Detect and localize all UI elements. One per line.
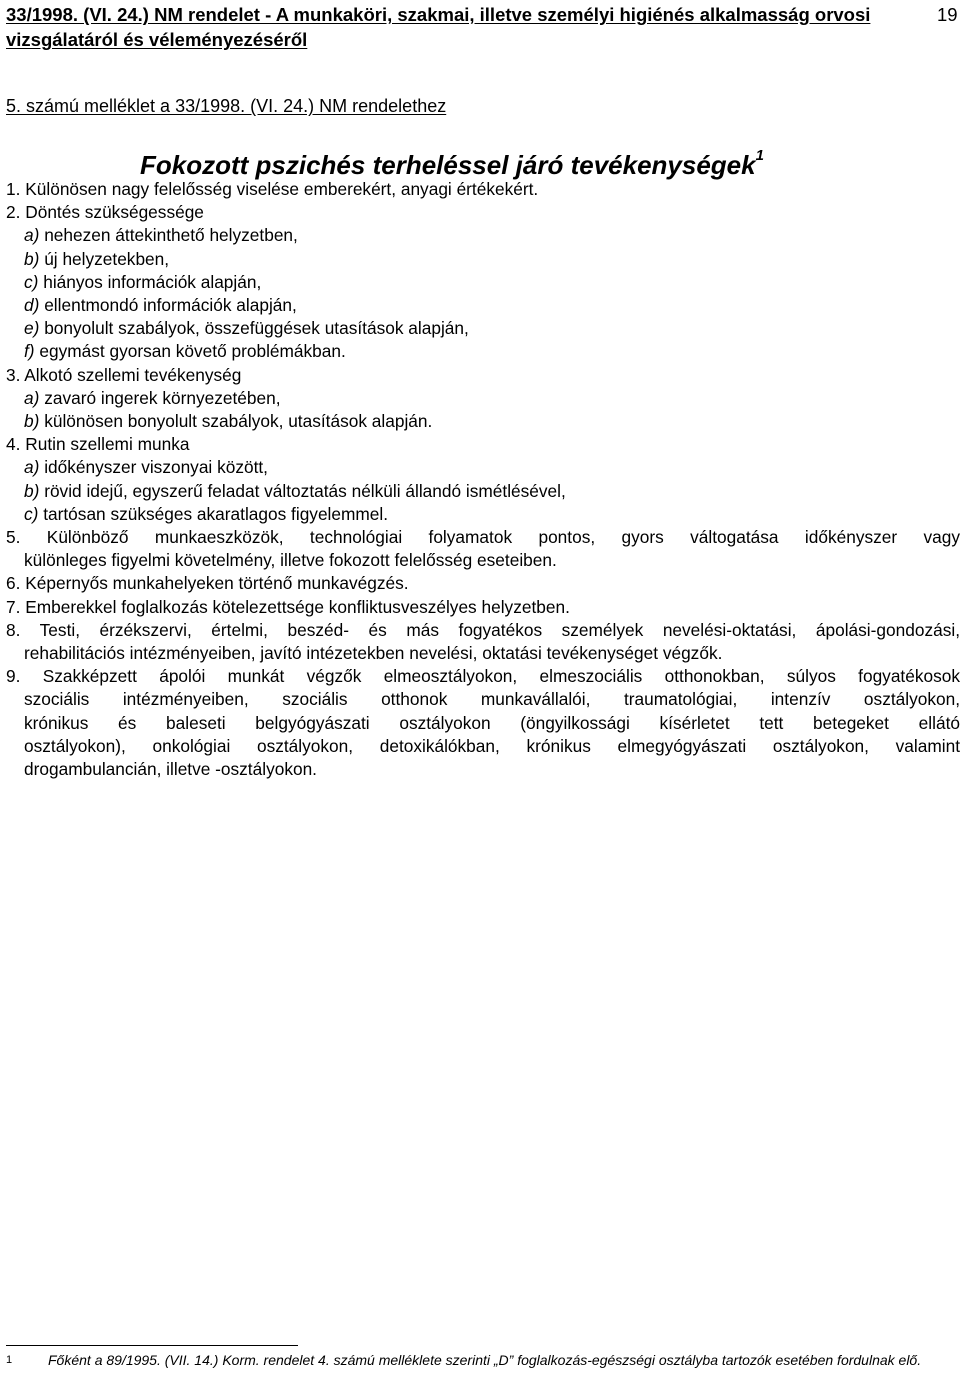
page-number: 19 bbox=[937, 4, 958, 25]
item-number: 4. bbox=[6, 434, 21, 455]
list-item bbox=[6, 619, 960, 665]
sub-item-letter: d) bbox=[24, 295, 40, 316]
sub-item bbox=[24, 248, 960, 271]
item-text: Rutin szellemi munka bbox=[25, 434, 190, 455]
footnote-text: Főként a 89/1995. (VII. 14.) Korm. rendelet 4. számú melléklete szerinti „D” foglalkozás-egészségi osztályba tartozók esetében fordulnak elő. bbox=[48, 1352, 922, 1368]
regulation-title: 33/1998. (VI. 24.) NM rendelet - A munkaköri, szakmai, illetve személyi higiénés alkalmasság orvosi vizsgálatáról és véleményezéséről bbox=[6, 4, 871, 50]
sub-item bbox=[24, 503, 960, 526]
section-heading bbox=[140, 148, 764, 182]
item-text: Alkotó szellemi tevékenység bbox=[24, 364, 242, 385]
sub-item-text: ellentmondó információk alapján, bbox=[44, 295, 297, 316]
activity-list bbox=[6, 178, 960, 781]
sub-item-text: bonyolult szabályok, összefüggések utasítások alapján, bbox=[44, 318, 469, 339]
item-text-continued: krónikus és baleseti belgyógyászati osztályokon (öngyilkossági kísérletet tett betegeket ellátó bbox=[24, 712, 960, 733]
item-text-continued: osztályokon), onkológiai osztályokon, detoxikálókban, krónikus elmegyógyászati osztályokon, valamint bbox=[24, 735, 960, 756]
sub-item-text: egymást gyorsan követő problémákban. bbox=[39, 341, 346, 362]
sub-item-text: hiányos információk alapján, bbox=[43, 271, 262, 292]
footnote-mark: 1 bbox=[6, 1354, 13, 1366]
sub-item-text: rövid idejű, egyszerű feladat változtatás nélküli állandó ismétlésével, bbox=[44, 480, 566, 501]
sub-item bbox=[24, 317, 960, 340]
sub-item-letter: b) bbox=[24, 411, 40, 432]
sub-item bbox=[24, 271, 960, 294]
sub-item-letter: f) bbox=[24, 341, 35, 362]
sub-item-letter: c) bbox=[24, 271, 39, 292]
sub-item bbox=[24, 456, 960, 479]
item-number: 3. bbox=[6, 364, 21, 385]
item-number: 8. bbox=[6, 619, 21, 640]
list-item bbox=[6, 596, 960, 619]
section-heading-text: Fokozott pszichés terheléssel járó tevékenységek bbox=[140, 150, 756, 180]
item-number: 5. bbox=[6, 527, 21, 548]
list-item bbox=[6, 572, 960, 595]
item-line bbox=[6, 526, 960, 549]
sub-item bbox=[24, 294, 960, 317]
item-number: 6. bbox=[6, 573, 21, 594]
item-line bbox=[6, 619, 960, 642]
sub-item bbox=[24, 480, 960, 503]
sub-item bbox=[24, 340, 960, 363]
item-text: Testi, érzékszervi, értelmi, beszéd- és más fogyatékos személyek nevelési-oktatási, ápolási-gondozási, bbox=[39, 619, 960, 640]
annex-reference: 5. számú melléklet a 33/1998. (VI. 24.) NM rendelethez bbox=[6, 96, 447, 116]
list-item bbox=[6, 665, 960, 781]
sub-item-letter: a) bbox=[24, 225, 40, 246]
sub-item bbox=[24, 224, 960, 247]
sub-item-letter: b) bbox=[24, 248, 40, 269]
list-item bbox=[6, 178, 960, 201]
sub-item-text: különösen bonyolult szabályok, utasítások alapján. bbox=[44, 411, 433, 432]
sub-item-letter: c) bbox=[24, 503, 39, 524]
list-item bbox=[6, 201, 960, 224]
item-number: 1. bbox=[6, 179, 21, 199]
item-text-continued: szociális intézményeiben, szociális otthonok munkavállalói, traumatológiai, intenzív osztályokon, bbox=[24, 689, 960, 710]
list-item bbox=[6, 433, 960, 456]
sub-item-text: zavaró ingerek környezetében, bbox=[44, 387, 281, 408]
sub-item-letter: a) bbox=[24, 457, 40, 478]
item-text: Különösen nagy felelősség viselése emberekért, anyagi értékekért. bbox=[25, 179, 539, 199]
footnote-reference: 1 bbox=[755, 147, 764, 165]
item-text-continued: különleges figyelmi követelmény, illetve fokozott felelősség eseteiben. bbox=[24, 550, 557, 571]
page-header bbox=[6, 2, 906, 52]
sub-item-text: időkényszer viszonyai között, bbox=[44, 457, 268, 478]
sub-item-letter: b) bbox=[24, 480, 40, 501]
footnote bbox=[6, 1351, 946, 1369]
sub-item bbox=[24, 387, 960, 410]
sub-item-text: nehezen áttekinthető helyzetben, bbox=[44, 225, 298, 246]
item-text-continued: drogambulancián, illetve -osztályokon. bbox=[24, 759, 317, 780]
item-line bbox=[6, 665, 960, 688]
sub-item-letter: e) bbox=[24, 318, 40, 339]
sub-item-text: új helyzetekben, bbox=[44, 248, 170, 269]
item-text: Képernyős munkahelyeken történő munkavégzés. bbox=[25, 573, 409, 594]
item-text: Szakképzett ápolói munkát végzők elmeosztályokon, elmeszociális otthonokban, súlyos fogyatékosok bbox=[42, 666, 960, 687]
sub-item-letter: a) bbox=[24, 387, 40, 408]
footnote-divider bbox=[6, 1345, 298, 1346]
list-item bbox=[6, 364, 960, 387]
list-item bbox=[6, 526, 960, 572]
item-text-continued: rehabilitációs intézményeiben, javító intézetekben nevelési, oktatási tevékenységet végzők. bbox=[24, 643, 723, 664]
item-text: Emberekkel foglalkozás kötelezettsége konfliktusveszélyes helyzetben. bbox=[25, 596, 570, 617]
sub-item bbox=[24, 410, 960, 433]
item-number: 2. bbox=[6, 202, 21, 223]
item-text: Különböző munkaeszközök, technológiai folyamatok pontos, gyors váltogatása időkényszer vagy bbox=[46, 527, 960, 548]
item-number: 7. bbox=[6, 596, 21, 617]
sub-item-text: tartósan szükséges akaratlagos figyelemmel. bbox=[43, 503, 389, 524]
item-number: 9. bbox=[6, 666, 21, 687]
item-text: Döntés szükségessége bbox=[25, 202, 204, 223]
